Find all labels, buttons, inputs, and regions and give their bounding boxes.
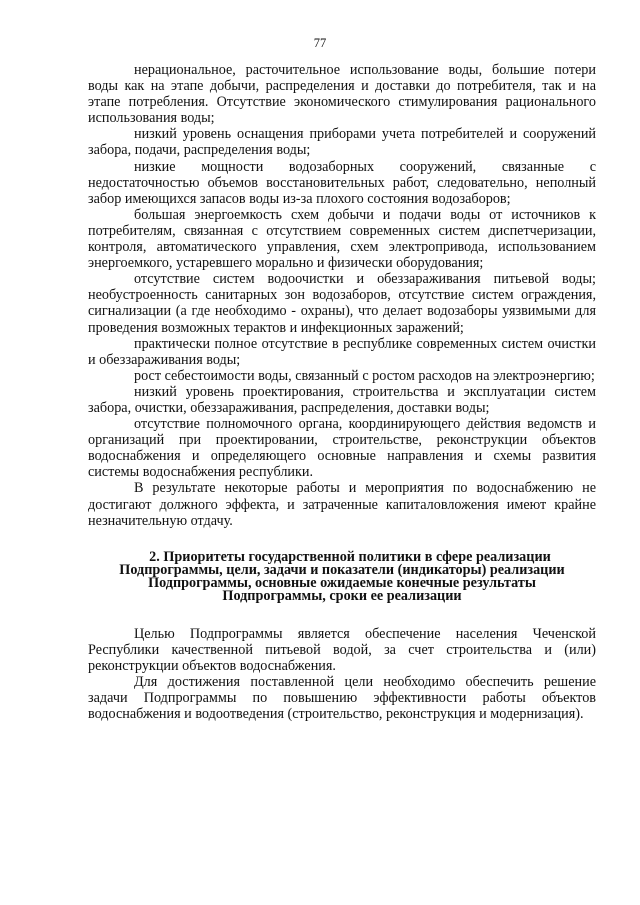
- paragraph-modern-systems: практически полное отсутствие в республике современных систем очистки и обеззараживания воды;: [88, 335, 596, 368]
- paragraph-metering: низкий уровень оснащения приборами учета потребителей и сооружений забора, подачи, распределения воды;: [88, 126, 596, 159]
- paragraph-intake-capacity: низкие мощности водозаборных сооружений, связанные с недостаточностью объемов восстановительных работ, следовательно, неполный забор имеющихся запасов воды из-за плохого состояния водозаборов;: [88, 158, 596, 207]
- section-heading: [88, 548, 596, 605]
- paragraph-water-losses: нерациональное, расточительное использование воды, большие потери воды как на этапе добычи, распределения и доставки до потребителя, так и на этапе потребления. Отсутствие экономического стимулирования рационального использования воды;: [88, 62, 596, 127]
- page-number: 77: [313, 36, 327, 50]
- paragraph-authority-absence: отсутствие полномочного органа, координирующего действия ведомств и организаций при проектировании, строительстве, реконструкции объектов водоснабжения и определяющего основные направления и схемы развития системы водоснабжения республики.: [88, 416, 596, 481]
- heading-line: 2. Приоритеты государственной политики в сфере реализации: [149, 548, 551, 565]
- paragraph-goal: Целью Подпрограммы является обеспечение населения Чеченской Республики качественной питьевой водой, за счет строительства и (или) реконструкции объектов водоснабжения.: [88, 625, 596, 674]
- paragraph-result: В результате некоторые работы и мероприятия по водоснабжению не достигают должного эффекта, и затраченные капиталовложения имеют крайне незначительную отдачу.: [88, 480, 596, 529]
- heading-line: Подпрограммы, основные ожидаемые конечные результаты: [148, 575, 536, 592]
- paragraph-purification-absence: отсутствие систем водоочистки и обеззараживания питьевой воды; необустроенность санитарных зон водозаборов, отсутствие систем ограждения, сигнализации (а где необходимо - охраны), что делает водозаборы уязвимыми для проведения возможных терактов и инфекционных заражений;: [88, 271, 596, 336]
- paragraph-cost-growth: рост себестоимости воды, связанный с ростом расходов на электроэнергию;: [134, 367, 595, 384]
- paragraph-task: Для достижения поставленной цели необходимо обеспечить решение задачи Подпрограммы по повышению эффективности работы объектов водоснабжения и водоотведения (строительство, реконструкция и модернизация).: [88, 673, 596, 722]
- heading-line: Подпрограммы, цели, задачи и показатели (индикаторы) реализации: [119, 561, 565, 578]
- paragraph-design-level: низкий уровень проектирования, строительства и эксплуатации систем забора, очистки, обеззараживания, распределения, доставки воды;: [88, 383, 596, 416]
- document-body: [88, 62, 596, 722]
- heading-line: Подпрограммы, сроки ее реализации: [222, 588, 462, 605]
- paragraph-energy-intensity: большая энергоемкость схем добычи и подачи воды от источников к потребителям, связанная с отсутствием современных систем диспетчеризации, контроля, автоматического управления, схем электропривода, использованием энергоемкого, устаревшего морально и физически оборудования;: [88, 206, 596, 272]
